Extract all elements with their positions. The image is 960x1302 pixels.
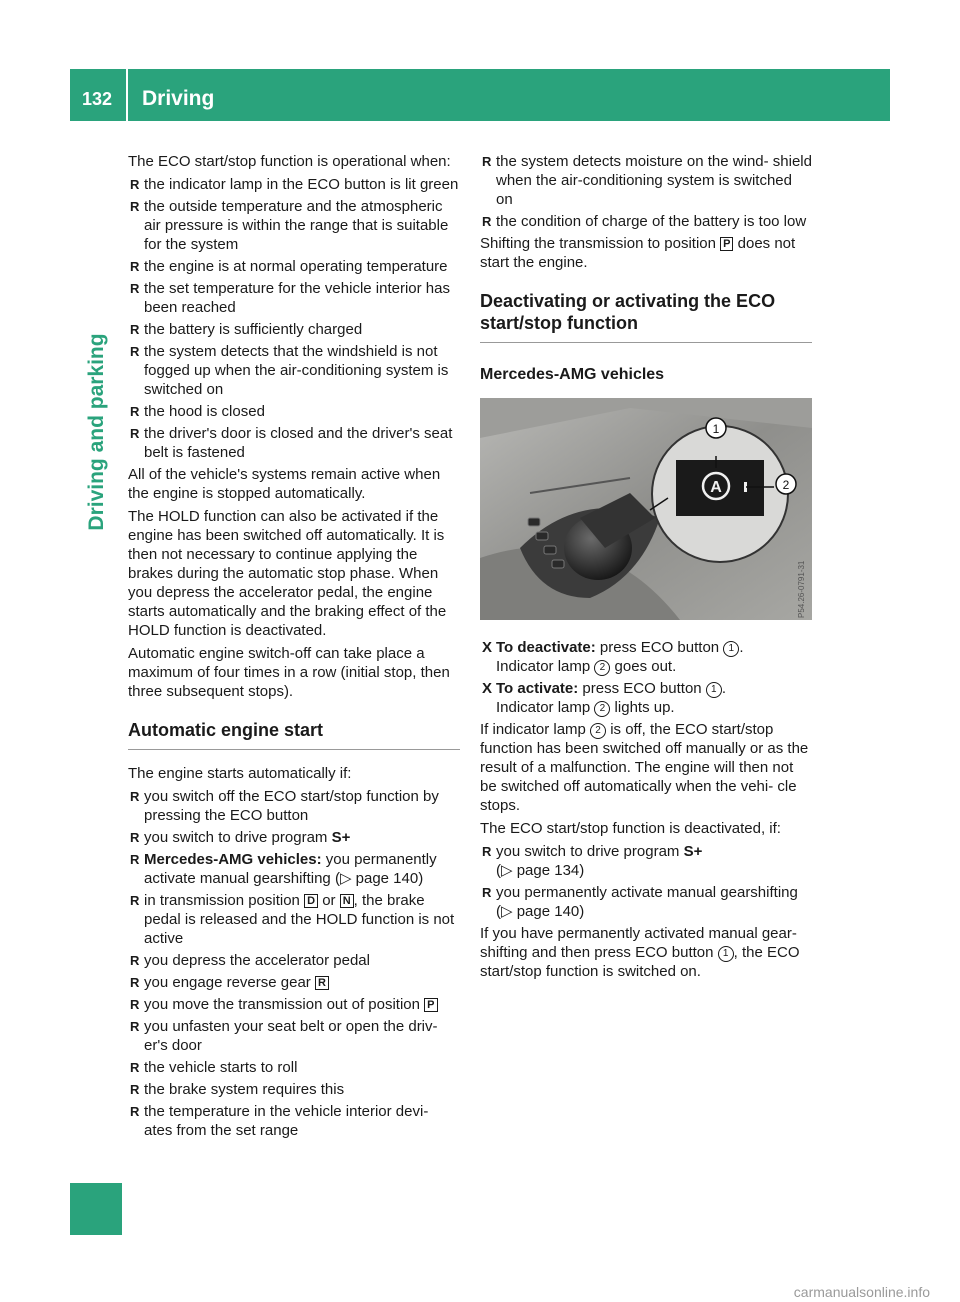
callout-1: 1	[712, 422, 720, 436]
intro-text: The ECO start/stop function is operational when:	[128, 153, 451, 170]
start-list	[128, 787, 460, 1140]
chapter-marker	[70, 1183, 122, 1235]
gear-r-key-icon: R	[315, 976, 329, 990]
list-item: R the system detects that the windshield is not fogged up when the air-conditioning system is switched on	[128, 342, 460, 399]
list-item: R the indicator lamp in the ECO button is lit green	[128, 175, 460, 194]
eco-button-illustration	[480, 398, 812, 620]
subheading-amg: Mercedes-AMG vehicles	[480, 366, 665, 383]
list-item: R the set temperature for the vehicle interior has been reached	[128, 279, 460, 317]
header-divider	[126, 69, 128, 121]
paragraph: The HOLD function can also be activated if the engine has been switched off automatically. It is then not necessary to continue applying the brakes during the automatic stop phase. When you depress the accelerator pedal, the engine starts automatically and the braking effect of the HOLD function is deactivated.	[128, 508, 447, 639]
continued-list	[480, 152, 812, 231]
gear-p-key-icon: P	[720, 237, 733, 251]
list-item: R the engine is at normal operating temperature	[128, 257, 460, 276]
list-item: R the hood is closed	[128, 402, 460, 421]
list-item: R you switch to drive program S+ (▷ page 134)	[480, 842, 812, 880]
list-item: R the battery is sufficiently charged	[128, 320, 460, 339]
paragraph: The ECO start/stop function is deactivated, if:	[480, 820, 781, 837]
deactivated-list	[480, 842, 812, 921]
list-item: R the system detects moisture on the wind- shield when the air-conditioning system is switched on	[480, 152, 812, 209]
side-tab	[70, 121, 122, 1213]
list-item: R in transmission position D or N , the brake pedal is released and the HOLD function is not active	[128, 891, 460, 948]
start-intro: The engine starts automatically if:	[128, 765, 352, 782]
list-item: R you switch to drive program S+	[128, 828, 460, 847]
left-column	[128, 152, 460, 1143]
list-item: R you engage reverse gear R	[128, 973, 460, 992]
svg-text:A: A	[710, 479, 722, 496]
step-deactivate: X To deactivate: press ECO button 1 . Indicator lamp 2 goes out.	[480, 638, 812, 676]
list-item: R you permanently activate manual gearshifting (▷ page 140)	[480, 883, 812, 921]
list-item: R Mercedes-AMG vehicles: you permanently activate manual gearshifting (▷ page 140)	[128, 850, 460, 888]
list-item: R you unfasten your seat belt or open the driv- er's door	[128, 1017, 460, 1055]
callout-1-icon: 1	[706, 682, 722, 698]
list-item: R you depress the accelerator pedal	[128, 951, 460, 970]
list-item: R the condition of charge of the battery is too low	[480, 212, 812, 231]
paragraph: If indicator lamp 2 is off, the ECO start/stop function has been switched off manually or as the result of a malfunction. The engine will then not be switched off automatically when the vehi- cle stops.	[480, 721, 809, 814]
step-activate: X To activate: press ECO button 1 . Indicator lamp 2 lights up.	[480, 679, 812, 717]
paragraph: Shifting the transmission to position P does not start the engine.	[480, 235, 796, 271]
paragraph: All of the vehicle's systems remain active when the engine is stopped automatically.	[128, 466, 441, 502]
callout-2: 2	[782, 478, 790, 492]
gear-d-key-icon: D	[304, 894, 318, 908]
heading-deactivating-eco: Deactivating or activating the ECO start/stop function	[480, 290, 812, 343]
paragraph: If you have permanently activated manual gear- shifting and then press ECO button 1 , the ECO start/stop function is switched on.	[480, 925, 800, 980]
page-ref-link[interactable]: (▷ page 134)	[496, 862, 585, 879]
section-title: Driving	[142, 87, 215, 110]
list-item: R the brake system requires this	[128, 1080, 460, 1099]
list-item: R the driver's door is closed and the driver's seat belt is fastened	[128, 424, 460, 462]
right-column	[480, 152, 812, 985]
conditions-list	[128, 175, 460, 462]
heading-automatic-engine-start: Automatic engine start	[128, 719, 460, 750]
callout-1-icon: 1	[718, 946, 734, 962]
list-item: R the temperature in the vehicle interior devi- ates from the set range	[128, 1102, 460, 1140]
gear-p-key-icon: P	[424, 998, 437, 1012]
page-number: 132	[82, 89, 113, 109]
callout-1-icon: 1	[723, 641, 739, 657]
list-item: R the outside temperature and the atmospheric air pressure is within the range that is suitable for the system	[128, 197, 460, 254]
figure-code: P54.26-0791-31	[797, 560, 806, 618]
callout-2-icon: 2	[594, 660, 610, 676]
chapter-label: Driving and parking	[85, 333, 108, 531]
page-ref-link[interactable]: ▷ page 140)	[339, 870, 424, 887]
page-ref-link[interactable]: (▷ page 140)	[496, 903, 585, 920]
list-item: R you switch off the ECO start/stop function by pressing the ECO button	[128, 787, 460, 825]
paragraph: Automatic engine switch-off can take place a maximum of four times in a row (initial stop, then three subsequent stops).	[128, 645, 450, 700]
list-item: R you move the transmission out of position P	[128, 995, 460, 1014]
list-item: R the vehicle starts to roll	[128, 1058, 460, 1077]
gear-n-key-icon: N	[340, 894, 354, 908]
footer-watermark: carmanualsonline.info	[793, 1284, 930, 1300]
page-header	[70, 69, 890, 121]
callout-2-icon: 2	[590, 723, 606, 739]
callout-2-icon: 2	[594, 701, 610, 717]
